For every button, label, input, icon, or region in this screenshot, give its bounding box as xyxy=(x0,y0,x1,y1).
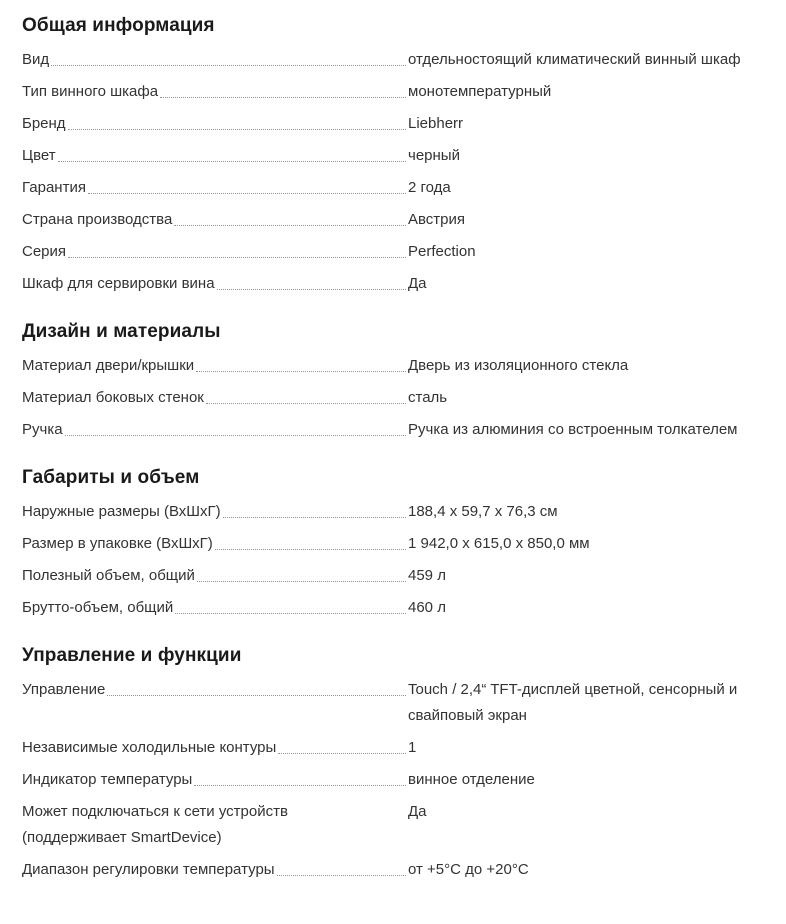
spec-label: Наружные размеры (ВхШхГ) xyxy=(22,503,221,520)
spec-value: Да xyxy=(408,803,427,820)
dotted-leader xyxy=(88,193,406,194)
spec-label: Индикатор температуры xyxy=(22,771,193,788)
dotted-leader xyxy=(175,613,406,614)
spec-label-cell xyxy=(22,47,408,73)
dotted-leader xyxy=(223,517,406,518)
spec-value: Perfection xyxy=(408,243,476,260)
spec-value: Touch / 2,4“ TFT-дисплей цветной, сенсорный и свайповый экран xyxy=(408,681,738,724)
spec-label: Управление xyxy=(22,681,106,698)
spec-label-cell xyxy=(22,79,408,105)
spec-row xyxy=(22,563,766,589)
spec-label: Страна производства xyxy=(22,211,173,228)
spec-row xyxy=(22,595,766,621)
dotted-leader xyxy=(196,371,406,372)
dotted-leader xyxy=(278,753,406,754)
spec-value: 460 л xyxy=(408,599,446,616)
spec-row xyxy=(22,143,766,169)
spec-row xyxy=(22,735,766,761)
dotted-leader xyxy=(58,161,406,162)
spec-row xyxy=(22,677,766,729)
section-title: Общая информация xyxy=(22,15,215,36)
spec-label-cell xyxy=(22,563,408,589)
section-general-info xyxy=(22,12,766,297)
spec-value: 459 л xyxy=(408,567,446,584)
dotted-leader xyxy=(206,403,406,404)
dotted-leader xyxy=(68,129,406,130)
spec-label: Диапазон регулировки температуры xyxy=(22,861,275,878)
spec-label-cell xyxy=(22,595,408,621)
spec-row xyxy=(22,271,766,297)
spec-value: от +5°C до +20°C xyxy=(408,861,529,878)
spec-label: Брутто-объем, общий xyxy=(22,599,174,616)
dotted-leader xyxy=(197,581,406,582)
spec-label: Гарантия xyxy=(22,179,86,196)
dotted-leader xyxy=(174,225,406,226)
spec-label-cell xyxy=(22,677,408,703)
spec-row xyxy=(22,385,766,411)
spec-label-cell xyxy=(22,417,408,443)
spec-label: Серия xyxy=(22,243,67,260)
dotted-leader xyxy=(107,695,406,696)
dotted-leader xyxy=(51,65,406,66)
spec-label-cell xyxy=(22,175,408,201)
spec-label-cell xyxy=(22,499,408,525)
spec-label: Шкаф для сервировки вина xyxy=(22,275,215,292)
spec-label: Цвет xyxy=(22,147,56,164)
spec-row xyxy=(22,767,766,793)
dotted-leader xyxy=(160,97,406,98)
spec-label-cell xyxy=(22,767,408,793)
spec-row xyxy=(22,175,766,201)
dotted-leader xyxy=(277,875,406,876)
spec-label-cell xyxy=(22,353,408,379)
dotted-leader xyxy=(215,549,406,550)
dotted-leader xyxy=(217,289,406,290)
spec-label: Размер в упаковке (ВхШхГ) xyxy=(22,535,213,552)
spec-value: Австрия xyxy=(408,211,466,228)
spec-row xyxy=(22,353,766,379)
spec-value: 2 года xyxy=(408,179,451,196)
spec-value: Ручка из алюминия со встроенным толкателем xyxy=(408,421,738,438)
spec-label: Ручка xyxy=(22,421,63,438)
spec-label: Тип винного шкафа xyxy=(22,83,159,100)
spec-value: монотемпературный xyxy=(408,83,552,100)
dotted-leader xyxy=(65,435,406,436)
spec-label: Вид xyxy=(22,51,50,68)
spec-label: Материал боковых стенок xyxy=(22,389,204,406)
spec-label: Бренд xyxy=(22,115,66,132)
spec-row xyxy=(22,111,766,137)
dotted-leader xyxy=(68,257,406,258)
section-dimensions-volume xyxy=(22,464,766,621)
spec-label: Полезный объем, общий xyxy=(22,567,195,584)
spec-row xyxy=(22,857,766,883)
spec-value: 1 942,0 x 615,0 x 850,0 мм xyxy=(408,535,590,552)
spec-label-cell xyxy=(22,143,408,169)
spec-label-cell xyxy=(22,207,408,233)
spec-value: винное отделение xyxy=(408,771,535,788)
spec-row xyxy=(22,417,766,443)
spec-row xyxy=(22,79,766,105)
spec-label-cell xyxy=(22,385,408,411)
spec-value: отдельностоящий климатический винный шкаф xyxy=(408,51,741,68)
section-title: Дизайн и материалы xyxy=(22,321,221,342)
spec-value: черный xyxy=(408,147,460,164)
spec-label: Материал двери/крышки xyxy=(22,357,195,374)
spec-label-cell xyxy=(22,735,408,761)
spec-label-cell xyxy=(22,239,408,265)
spec-label-cell xyxy=(22,531,408,557)
spec-row xyxy=(22,207,766,233)
spec-value: Дверь из изоляционного стекла xyxy=(408,357,629,374)
spec-label: Может подключаться к сети устройств (поддерживает SmartDevice) xyxy=(22,803,288,846)
spec-value: 1 xyxy=(408,739,417,756)
spec-label-cell xyxy=(22,799,408,851)
spec-value: 188,4 x 59,7 x 76,3 см xyxy=(408,503,558,520)
spec-value: сталь xyxy=(408,389,448,406)
spec-label: Независимые холодильные контуры xyxy=(22,739,277,756)
spec-label-cell xyxy=(22,111,408,137)
spec-row xyxy=(22,47,766,73)
section-design-materials xyxy=(22,318,766,443)
section-controls-functions xyxy=(22,642,766,883)
spec-row xyxy=(22,799,766,851)
spec-label-cell xyxy=(22,271,408,297)
dotted-leader xyxy=(194,785,406,786)
section-title: Управление и функции xyxy=(22,645,242,666)
spec-row xyxy=(22,499,766,525)
spec-value: Liebherr xyxy=(408,115,464,132)
spec-value: Да xyxy=(408,275,427,292)
spec-row xyxy=(22,239,766,265)
spec-label-cell xyxy=(22,857,408,883)
section-title: Габариты и объем xyxy=(22,467,200,488)
spec-row xyxy=(22,531,766,557)
